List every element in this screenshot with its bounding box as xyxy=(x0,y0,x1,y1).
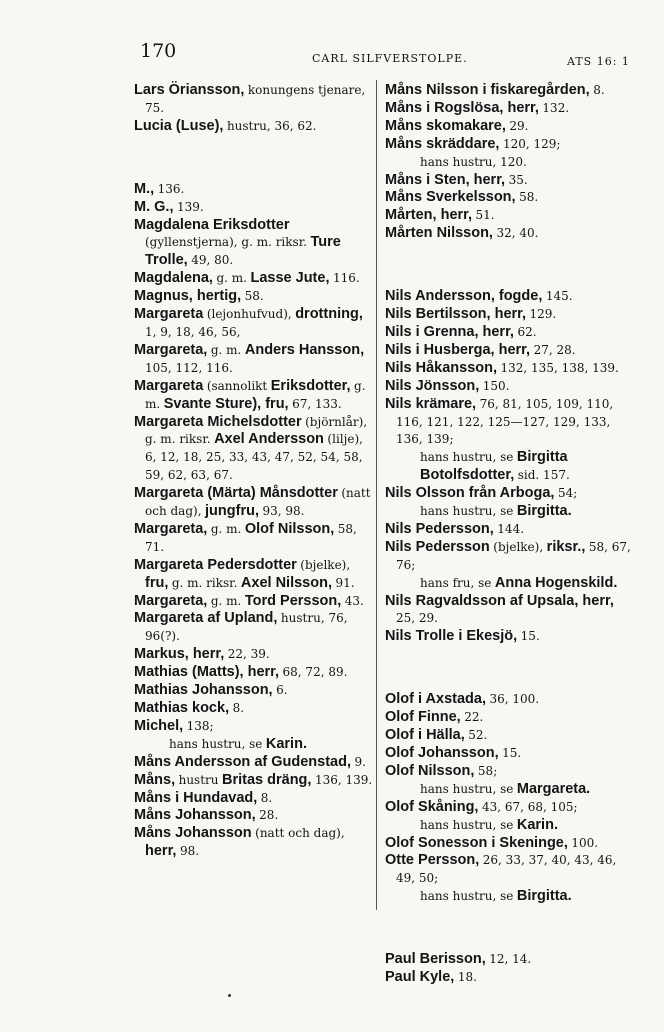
index-entry xyxy=(385,100,631,118)
entry-ref: 129. xyxy=(529,307,557,322)
entry-name: Tord Persson, xyxy=(244,592,342,609)
index-entry xyxy=(134,790,374,808)
spouse-note xyxy=(396,888,631,906)
index-entry xyxy=(385,745,631,763)
index-entry xyxy=(385,82,631,100)
entry-name: Olof Sonesson i Skeninge, xyxy=(385,834,568,851)
index-entry xyxy=(385,852,631,906)
entry-name: Nils krämare, xyxy=(385,395,477,412)
entry-ref: 26, 33, 37, 40, 43, 46, 49, 50; xyxy=(396,853,617,886)
entry-name: Axel Nilsson, xyxy=(240,574,332,591)
entry-name: Svante Sture), fru, xyxy=(163,395,289,412)
spouse-note xyxy=(145,736,374,754)
entry-name: Måns i Hundavad, xyxy=(134,789,258,806)
entry-name: Nils Ragvaldsson af Upsala, herr, xyxy=(385,592,614,609)
entry-name: Nils Bertilsson, herr, xyxy=(385,306,527,323)
entry-ref: (björnlår), g. m. riksr. xyxy=(145,414,368,447)
section-gap xyxy=(385,920,631,937)
entry-ref: 68, 72, 89. xyxy=(282,665,348,680)
entry-name: Magnus, hertig, xyxy=(134,288,242,305)
entry-name: Mårten, herr, xyxy=(385,207,473,224)
index-entry xyxy=(134,378,374,414)
entry-ref: g. m. xyxy=(216,271,247,286)
entry-ref: (bjelke), xyxy=(300,557,351,572)
entry-name: Mathias Johansson, xyxy=(134,682,273,699)
index-entry xyxy=(385,360,631,378)
note-name: Birgitta. xyxy=(516,503,572,520)
note-text: hans hustru, se xyxy=(420,450,514,465)
entry-name: Nils i Husberga, herr, xyxy=(385,341,531,358)
entry-name: Olof Johansson, xyxy=(385,745,499,761)
entry-ref: 54; xyxy=(557,486,578,501)
index-entry xyxy=(134,414,374,486)
entry-name: Olof i Axstada, xyxy=(385,691,486,708)
entry-name: Olof Nilsson, xyxy=(244,520,335,537)
entry-ref: konungens tjenare, 75. xyxy=(145,83,366,115)
note-text: hans fru, se xyxy=(420,575,492,590)
entry-ref: 35. xyxy=(508,172,528,187)
entry-ref: (gyllenstjerna), g. m. riksr. xyxy=(145,235,307,250)
index-entry xyxy=(134,288,374,306)
entry-ref: g. m. riksr. xyxy=(171,575,238,590)
entry-ref: 22. xyxy=(464,710,484,725)
entry-name: Nils Pedersson, xyxy=(385,520,494,537)
entry-name: Otte Persson, xyxy=(385,852,480,869)
entry-name: drottning, xyxy=(295,306,363,323)
entry-ref: (natt och dag), xyxy=(145,486,371,519)
spouse-note xyxy=(396,575,631,593)
entry-name: Nils Andersson, fogde, xyxy=(385,288,543,305)
spouse-note xyxy=(396,817,631,835)
entry-name: Olof i Hälla, xyxy=(385,727,465,744)
entry-ref: 28. xyxy=(259,808,279,823)
entry-name: Margareta, xyxy=(134,592,208,609)
entry-ref: 58, 67, 76; xyxy=(396,539,631,572)
entry-ref: 105, 112, 116. xyxy=(145,360,233,375)
index-entry xyxy=(134,718,374,754)
entry-ref: 6. xyxy=(276,683,288,698)
entry-name: Margareta, xyxy=(134,341,208,358)
entry-ref: 43, 67, 68, 105; xyxy=(481,799,578,814)
entry-ref: 93, 98. xyxy=(262,504,305,519)
index-entry xyxy=(134,342,374,378)
index-entry xyxy=(134,664,374,682)
entry-ref: 49, 80. xyxy=(191,253,234,268)
entry-name: Måns i Sten, herr, xyxy=(385,171,506,188)
index-entry xyxy=(134,485,374,521)
note-name: Birgitta. xyxy=(516,888,572,905)
entry-name: Anders Hansson, xyxy=(244,341,365,358)
index-entry xyxy=(385,835,631,853)
index-entry xyxy=(134,772,374,790)
entry-name: Margareta af Upland, xyxy=(134,610,278,627)
entry-name: Lars Öriansson, xyxy=(134,82,245,98)
entry-name: Måns skräddare, xyxy=(385,135,500,152)
entry-name: Paul Kyle, xyxy=(385,969,455,986)
entry-name: Nils i Grenna, herr, xyxy=(385,323,514,340)
entry-ref: 98. xyxy=(179,844,200,859)
entry-ref: g. m. xyxy=(145,378,366,411)
entry-name: M., xyxy=(134,180,155,197)
entry-name: Lucia (Luse), xyxy=(134,117,224,134)
signature-mark: ATS 16: 1 xyxy=(567,55,630,68)
entry-ref: 100. xyxy=(571,835,599,850)
entry-ref: 51. xyxy=(475,208,495,223)
entry-ref: 91. xyxy=(335,575,355,590)
entry-ref: 27, 28. xyxy=(533,342,576,357)
page-number: 170 xyxy=(140,40,177,62)
entry-ref: 22, 39. xyxy=(227,647,270,662)
note-name: Anna Hogenskild. xyxy=(494,574,618,591)
entry-name: Måns Andersson af Gudenstad, xyxy=(134,753,351,770)
entry-ref: 58, 71. xyxy=(145,521,357,554)
entry-ref: 12, 14. xyxy=(489,952,532,967)
index-entry xyxy=(385,396,631,486)
spouse-note xyxy=(396,781,631,799)
entry-name: Markus, herr, xyxy=(134,646,225,663)
entry-name: Margareta Pedersdotter xyxy=(134,556,297,573)
entry-ref: 136. xyxy=(157,181,185,196)
entry-ref: 8. xyxy=(232,701,245,715)
entry-ref: 120, 129; xyxy=(502,136,561,151)
index-entry xyxy=(385,207,631,225)
spouse-note xyxy=(396,449,631,485)
note-name: Margareta. xyxy=(516,780,591,797)
index-entry xyxy=(385,691,631,709)
index-entry xyxy=(385,136,631,172)
entry-name: Mathias kock, xyxy=(134,700,230,716)
entry-name: Michel, xyxy=(134,717,184,734)
entry-ref: 32, 40. xyxy=(496,226,539,241)
entry-name: Magdalena, xyxy=(134,270,213,287)
entry-ref: g. m. xyxy=(210,342,242,357)
entry-ref: 150. xyxy=(482,378,510,393)
index-entry xyxy=(385,521,631,539)
entry-name: Ture Trolle, xyxy=(145,234,341,269)
index-entry xyxy=(385,593,631,629)
index-entry xyxy=(385,539,631,593)
entry-name: Olof Nilsson, xyxy=(385,762,475,779)
index-entry xyxy=(134,521,374,557)
entry-ref: (natt och dag), xyxy=(255,826,345,841)
running-title: CARL SILFVERSTOLPE. xyxy=(312,52,468,65)
index-entry xyxy=(385,709,631,727)
entry-name: Nils Pedersson xyxy=(385,538,490,555)
entry-name: Magdalena Eriksdotter xyxy=(134,216,290,233)
index-entry xyxy=(134,199,374,217)
entry-ref: 15. xyxy=(502,746,522,760)
entry-ref: 116. xyxy=(332,271,360,286)
entry-ref: 8. xyxy=(260,790,273,805)
entry-name: riksr., xyxy=(546,538,586,555)
entry-name: Olof Skåning, xyxy=(385,798,479,815)
note-text: hans hustru, se xyxy=(420,781,514,796)
entry-ref: 138; xyxy=(186,718,214,733)
entry-ref: 132, 135, 138, 139. xyxy=(500,360,619,375)
index-entry xyxy=(385,799,631,835)
entry-ref: g. m. xyxy=(210,593,242,608)
entry-name: fru, xyxy=(145,574,169,591)
entry-name: Britas dräng, xyxy=(222,771,312,788)
index-entry xyxy=(385,288,631,306)
entry-name: Måns, xyxy=(134,771,176,788)
entry-ref: 62. xyxy=(517,324,537,339)
index-entry xyxy=(385,378,631,396)
note-text: hans hustru, se xyxy=(420,504,514,519)
note-name: Karin. xyxy=(516,816,558,833)
entry-name: Margareta, xyxy=(134,520,208,537)
index-entry xyxy=(385,628,631,646)
entry-name: Eriksdotter, xyxy=(270,377,351,394)
entry-name: Mårten Nilsson, xyxy=(385,225,493,242)
entry-name: Måns Johansson, xyxy=(134,807,256,824)
left-index-column xyxy=(134,82,374,861)
entry-name: herr, xyxy=(145,843,177,860)
section-gap xyxy=(134,150,374,167)
entry-name: Lasse Jute, xyxy=(250,270,330,287)
note-text: hans hustru, se xyxy=(420,889,514,904)
entry-name: Måns i Rogslösa, herr, xyxy=(385,99,539,116)
entry-ref: 76, 81, 105, 109, 110, 116, 121, 122, 125—127, 129, 133, 136, 139; xyxy=(396,396,614,447)
note-text: hans hustru, se xyxy=(420,817,514,832)
note-text: hans hustru, se xyxy=(169,736,263,751)
index-entry xyxy=(385,342,631,360)
index-entry xyxy=(134,825,374,861)
index-entry xyxy=(385,172,631,190)
entry-ref: 8. xyxy=(593,83,605,97)
entry-name: Margareta xyxy=(134,306,204,323)
index-entry xyxy=(385,118,631,136)
index-entry xyxy=(134,754,374,772)
entry-name: Nils Olsson från Arboga, xyxy=(385,485,555,502)
entry-ref: hustru, 76, 96(?). xyxy=(145,611,348,644)
entry-ref: 25, 29. xyxy=(396,611,438,626)
ink-speck xyxy=(228,994,231,997)
entry-ref: 132. xyxy=(542,100,570,115)
entry-name: Måns skomakare, xyxy=(385,117,506,134)
index-entry xyxy=(134,217,374,271)
note-text: hans hustru, 120. xyxy=(420,154,527,169)
entry-ref: (bjelke), xyxy=(493,539,544,554)
index-entry xyxy=(385,306,631,324)
entry-ref: 43. xyxy=(344,593,364,608)
entry-ref: 52. xyxy=(468,728,488,743)
index-entry xyxy=(134,700,374,718)
entry-name: Margareta xyxy=(134,377,204,394)
entry-ref: 1, 9, 18, 46, 56, xyxy=(145,324,241,339)
index-entry xyxy=(385,189,631,207)
index-entry xyxy=(385,225,631,243)
entry-name: Paul Berisson, xyxy=(385,951,486,968)
index-entry xyxy=(385,969,631,987)
note-name: Birgitta Botolfsdotter, xyxy=(420,449,568,484)
entry-ref: hustru, 36, 62. xyxy=(226,118,317,133)
entry-ref: 15. xyxy=(520,629,540,644)
index-entry xyxy=(385,727,631,745)
entry-ref: 18. xyxy=(457,970,477,985)
section-gap xyxy=(385,660,631,677)
entry-ref: 145. xyxy=(545,289,573,304)
index-entry xyxy=(385,951,631,969)
entry-name: Margareta Michelsdotter xyxy=(134,413,302,430)
index-entry xyxy=(385,763,631,799)
entry-ref: g. m. xyxy=(210,521,242,536)
entry-name: Mathias (Matts), herr, xyxy=(134,664,280,681)
index-entry xyxy=(134,306,374,342)
index-entry xyxy=(134,593,374,611)
note-text: sid. 157. xyxy=(517,468,570,483)
entry-name: Måns Sverkelsson, xyxy=(385,189,516,206)
entry-ref: 29. xyxy=(509,118,529,133)
entry-name: M. G., xyxy=(134,198,174,215)
section-gap xyxy=(385,257,631,274)
entry-name: Måns Nilsson i fiskaregården, xyxy=(385,82,590,98)
right-index-column xyxy=(385,82,631,987)
index-entry xyxy=(385,485,631,521)
spouse-note xyxy=(396,154,631,172)
index-entry xyxy=(134,270,374,288)
index-entry xyxy=(134,118,374,136)
entry-ref: (lejonhufvud), xyxy=(206,307,292,322)
entry-name: Nils Jönsson, xyxy=(385,377,480,394)
entry-ref: 139. xyxy=(176,199,204,214)
index-entry xyxy=(134,610,374,646)
entry-name: Måns Johansson xyxy=(134,825,252,842)
entry-ref: 36, 100. xyxy=(489,692,540,707)
entry-name: Nils Håkansson, xyxy=(385,359,498,376)
entry-ref: 136, 139. xyxy=(314,772,373,787)
entry-ref: hustru xyxy=(178,772,219,787)
spouse-note xyxy=(396,503,631,521)
entry-ref: (sannolikt xyxy=(206,378,268,393)
index-entry xyxy=(134,557,374,593)
entry-name: jungfru, xyxy=(205,503,259,520)
entry-name: Nils Trolle i Ekesjö, xyxy=(385,628,518,645)
entry-name: Margareta (Märta) Månsdotter xyxy=(134,485,338,502)
entry-ref: 58; xyxy=(477,763,498,778)
entry-name: Olof Finne, xyxy=(385,709,461,726)
entry-ref: 144. xyxy=(497,521,525,536)
index-entry xyxy=(385,324,631,342)
index-entry xyxy=(134,82,374,118)
entry-name: Axel Andersson xyxy=(214,431,324,448)
entry-ref: 9. xyxy=(354,754,366,769)
index-entry xyxy=(134,807,374,825)
index-entry xyxy=(134,646,374,664)
entry-ref: 67, 133. xyxy=(292,396,342,411)
index-entry xyxy=(134,682,374,700)
entry-ref: (lilje), 6, 12, 18, 25, 33, 43, 47, 52, 54, 58, 59, 62, 63, 67. xyxy=(145,432,363,483)
note-name: Karin. xyxy=(265,735,307,752)
column-divider xyxy=(376,80,377,910)
entry-ref: 58. xyxy=(244,289,264,304)
index-entry xyxy=(134,181,374,199)
entry-ref: 58. xyxy=(519,190,539,205)
